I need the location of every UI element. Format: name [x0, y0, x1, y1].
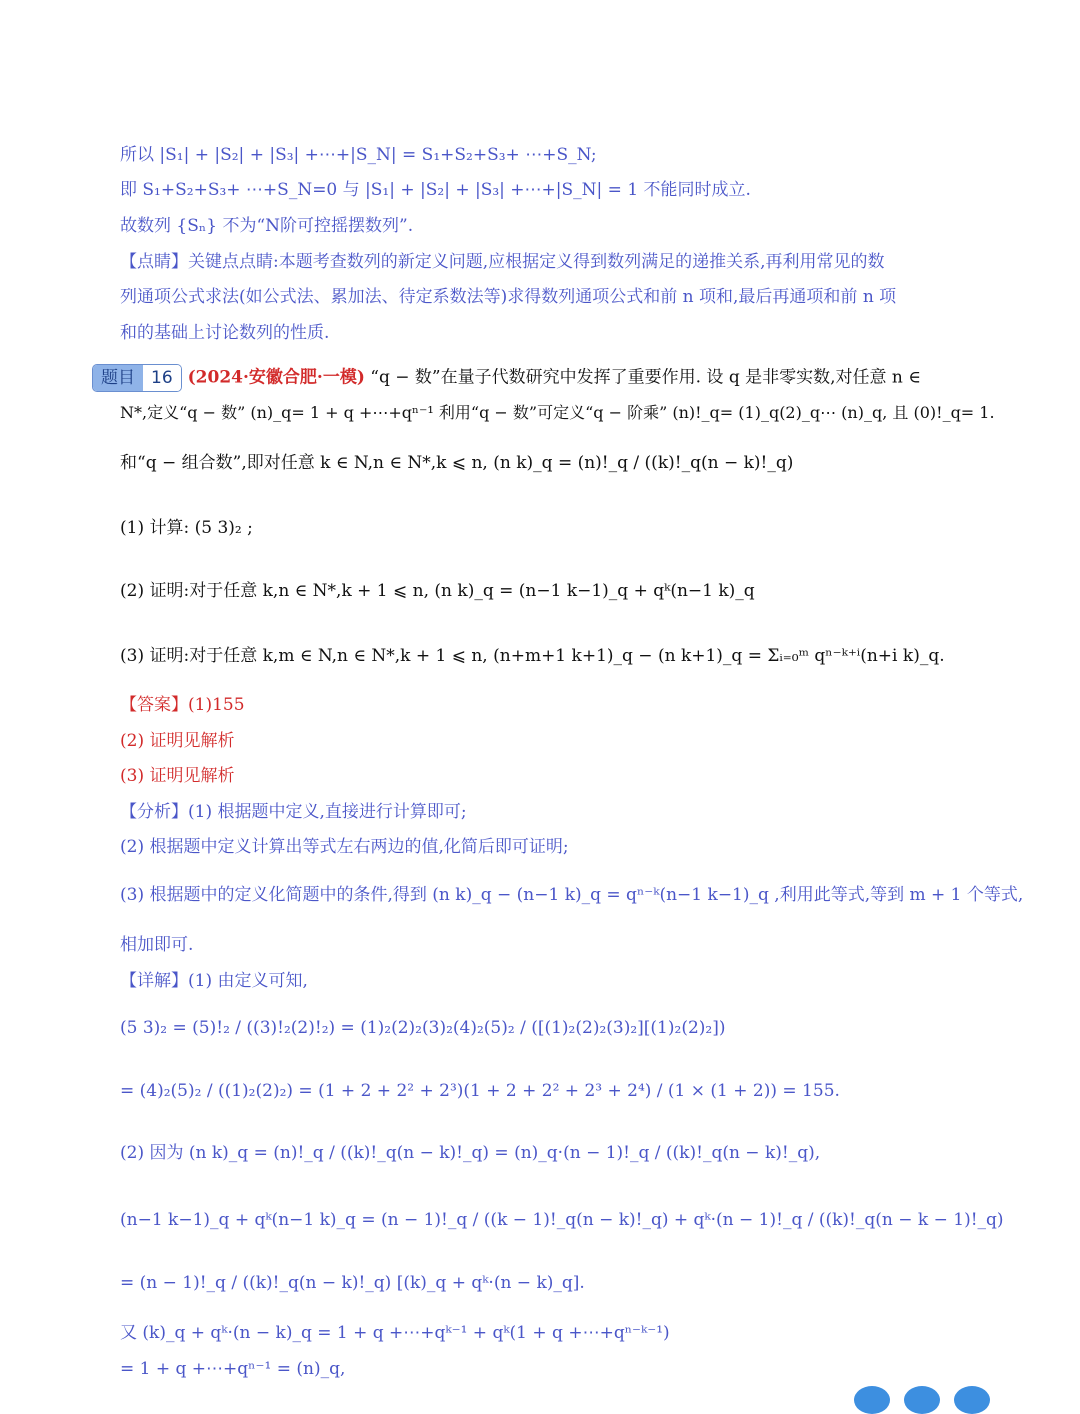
answer-1: 【答案】(1)155: [120, 695, 245, 715]
detail-7: 又 (k)_q + qᵏ·(n − k)_q = 1 + q +⋯+qᵏ⁻¹ + qᵏ(1 + q +⋯+qⁿ⁻ᵏ⁻¹): [120, 1323, 670, 1343]
question-3: (3) 证明:对于任意 k,m ∈ N,n ∈ N*,k + 1 ⩽ n, (n+m+1 k+1)_q − (n k+1)_q = Σᵢ₌₀ᵐ qⁿ⁻ᵏ⁺ⁱ(n+i k)_q.: [120, 646, 945, 666]
comment-line: 和的基础上讨论数列的性质.: [120, 323, 330, 343]
comment-line: 【点睛】关键点点睛:本题考查数列的新定义问题,应根据定义得到数列满足的递推关系,再利用常见的数: [120, 252, 885, 272]
detail-8: = 1 + q +⋯+qⁿ⁻¹ = (n)_q,: [120, 1359, 346, 1379]
text-line: 所以 |S₁| + |S₂| + |S₃| +⋯+|S_N| = S₁+S₂+S₃+ ⋯+S_N;: [120, 145, 597, 165]
problem-badge-label: 题目: [93, 365, 143, 391]
problem-source: (2024·安徽合肥·一模): [187, 367, 365, 388]
question-1: (1) 计算: (5 3)₂ ;: [120, 518, 253, 538]
detail-2: (5 3)₂ = (5)!₂ / ((3)!₂(2)!₂) = (1)₂(2)₂(3)₂(4)₂(5)₂ / ([(1)₂(2)₂(3)₂][(1)₂(2)₂]): [120, 1018, 726, 1038]
text-line: 故数列 {Sₙ} 不为“N阶可控摇摆数列”.: [120, 216, 414, 236]
problem-badge: [92, 364, 182, 392]
answer-3: (3) 证明见解析: [120, 766, 235, 786]
problem-header: [92, 364, 990, 392]
problem-badge-number: 16: [143, 365, 181, 391]
decoration-dot: [854, 1386, 890, 1414]
detail-1: 【详解】(1) 由定义可知,: [120, 971, 308, 991]
analysis-1: 【分析】(1) 根据题中定义,直接进行计算即可;: [120, 802, 467, 822]
decoration-dot: [954, 1386, 990, 1414]
analysis-2: (2) 根据题中定义计算出等式左右两边的值,化简后即可证明;: [120, 837, 569, 857]
detail-6: = (n − 1)!_q / ((k)!_q(n − k)!_q) [(k)_q + qᵏ·(n − k)_q].: [120, 1273, 585, 1293]
detail-4: (2) 因为 (n k)_q = (n)!_q / ((k)!_q(n − k)!_q) = (n)_q·(n − 1)!_q / ((k)!_q(n − k)!_q),: [120, 1143, 821, 1163]
page-corner-decoration: [850, 1388, 990, 1400]
text-line: 即 S₁+S₂+S₃+ ⋯+S_N=0 与 |S₁| + |S₂| + |S₃| +⋯+|S_N| = 1 不能同时成立.: [120, 180, 751, 200]
decoration-dot: [904, 1386, 940, 1414]
detail-3: = (4)₂(5)₂ / ((1)₂(2)₂) = (1 + 2 + 2² + 2³)(1 + 2 + 2² + 2³ + 2⁴) / (1 × (1 + 2)) = 155.: [120, 1081, 840, 1101]
problem-line-2: N*,定义“q − 数” (n)_q= 1 + q +⋯+qⁿ⁻¹ 利用“q − 数”可定义“q − 阶乘” (n)!_q= (1)_q(2)_q⋯ (n)_q, 且 (0)!_q= 1.: [120, 403, 995, 422]
analysis-4: 相加即可.: [120, 935, 194, 955]
answer-2: (2) 证明见解析: [120, 731, 235, 751]
problem-line-1: “q − 数”在量子代数研究中发挥了重要作用. 设 q 是非零实数,对任意 n ∈: [370, 367, 921, 388]
comment-line: 列通项公式求法(如公式法、累加法、待定系数法等)求得数列通项公式和前 n 项和,最后再通项和前 n 项: [120, 287, 897, 307]
analysis-3: (3) 根据题中的定义化简题中的条件,得到 (n k)_q − (n−1 k)_q = qⁿ⁻ᵏ(n−1 k−1)_q ,利用此等式,等到 m + 1 个等式,: [120, 885, 1024, 905]
question-2: (2) 证明:对于任意 k,n ∈ N*,k + 1 ⩽ n, (n k)_q = (n−1 k−1)_q + qᵏ(n−1 k)_q: [120, 581, 755, 601]
problem-line-3: 和“q − 组合数”,即对任意 k ∈ N,n ∈ N*,k ⩽ n, (n k)_q = (n)!_q / ((k)!_q(n − k)!_q): [120, 453, 794, 473]
detail-5: (n−1 k−1)_q + qᵏ(n−1 k)_q = (n − 1)!_q / ((k − 1)!_q(n − k)!_q) + qᵏ·(n − 1)!_q / ((k)!_q(n − k − 1)!_q): [120, 1210, 1004, 1230]
